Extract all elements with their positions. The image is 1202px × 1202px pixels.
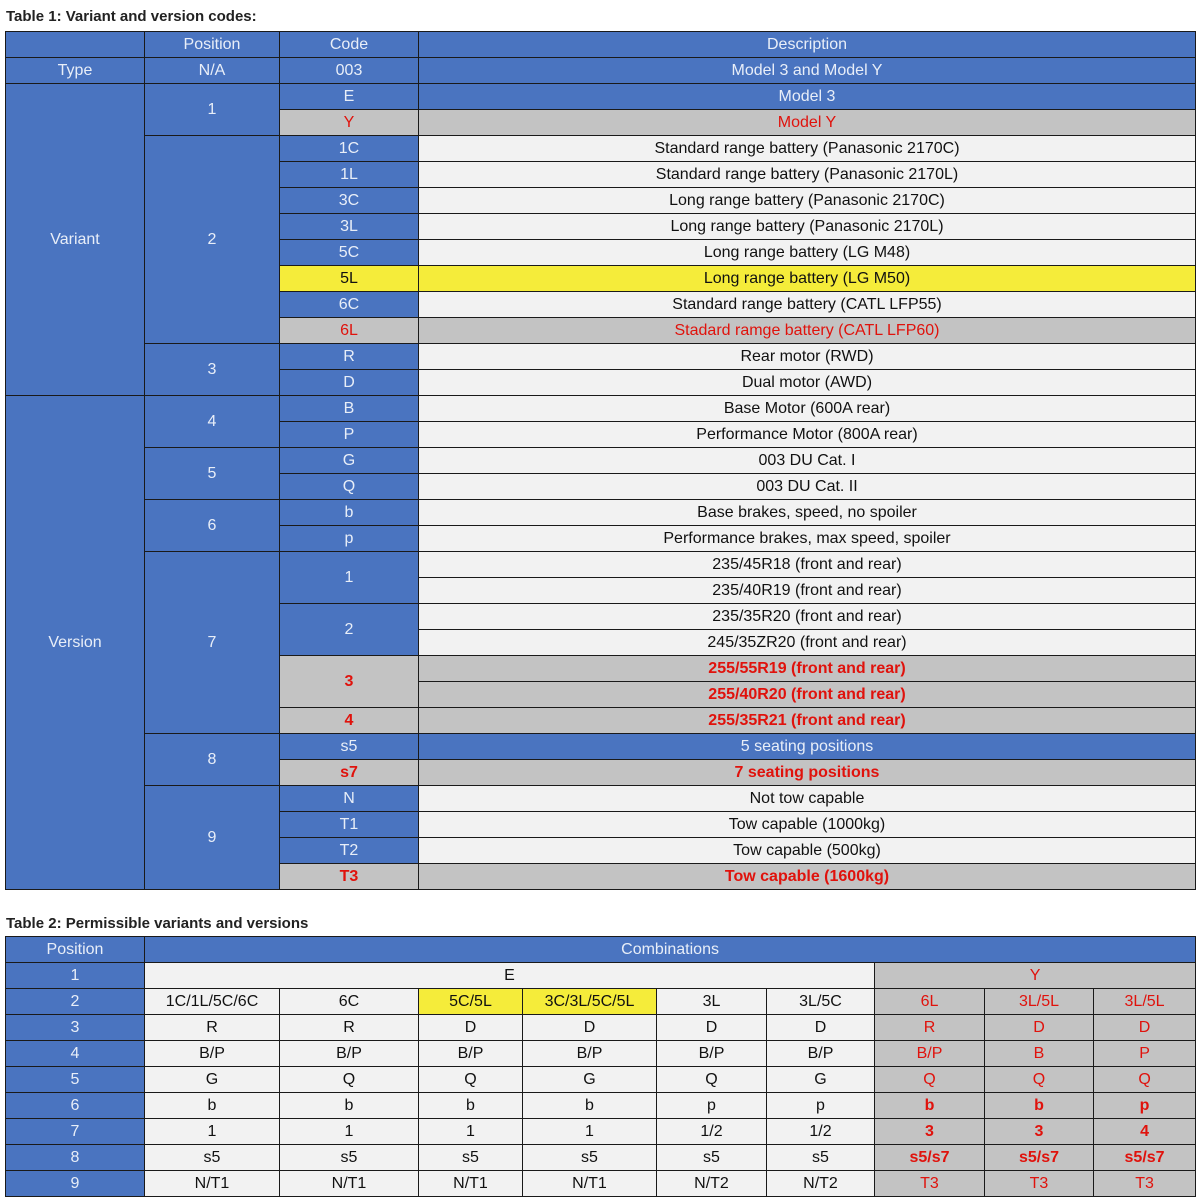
combo-cell: Q	[1094, 1067, 1196, 1093]
position-cell: 1	[145, 84, 280, 136]
table2-row	[6, 1015, 1196, 1041]
description-cell: 245/35ZR20 (front and rear)	[419, 630, 1196, 656]
description-cell: 255/55R19 (front and rear)	[419, 656, 1196, 682]
combo-cell: N/T1	[145, 1171, 280, 1197]
header-combinations: Combinations	[145, 937, 1196, 963]
code-cell: 5L	[280, 266, 419, 292]
table2-header-row	[6, 937, 1196, 963]
description-cell: Stadard ramge battery (CATL LFP60)	[419, 318, 1196, 344]
table2-row-variant	[6, 989, 1196, 1015]
combo-cell: G	[145, 1067, 280, 1093]
code-cell: R	[280, 344, 419, 370]
type-label: Type	[6, 58, 145, 84]
combo-cell: Q	[985, 1067, 1094, 1093]
combo-cell: p	[767, 1093, 875, 1119]
model-e-cell: E	[145, 963, 875, 989]
description-cell: Tow capable (1000kg)	[419, 812, 1196, 838]
description-cell: Standard range battery (Panasonic 2170L)	[419, 162, 1196, 188]
position-cell: 6	[6, 1093, 145, 1119]
table-row	[6, 552, 1196, 578]
combo-cell: s5/s7	[985, 1145, 1094, 1171]
combo-cell: B/P	[280, 1041, 419, 1067]
combo-cell: 1C/1L/5C/6C	[145, 989, 280, 1015]
code-cell: 1C	[280, 136, 419, 162]
description-cell: Performance Motor (800A rear)	[419, 422, 1196, 448]
position-cell: 4	[145, 396, 280, 448]
combo-cell: 1/2	[657, 1119, 767, 1145]
header-description: Description	[419, 32, 1196, 58]
combo-cell: P	[1094, 1041, 1196, 1067]
code-cell: s7	[280, 760, 419, 786]
combo-cell: N/T1	[280, 1171, 419, 1197]
type-description: Model 3 and Model Y	[419, 58, 1196, 84]
combo-cell: 3L	[657, 989, 767, 1015]
combo-cell: Q	[280, 1067, 419, 1093]
description-cell: Base Motor (600A rear)	[419, 396, 1196, 422]
combo-cell: 3C/3L/5C/5L	[523, 989, 657, 1015]
combo-cell: D	[523, 1015, 657, 1041]
code-cell: s5	[280, 734, 419, 760]
description-cell: Dual motor (AWD)	[419, 370, 1196, 396]
description-cell: Standard range battery (CATL LFP55)	[419, 292, 1196, 318]
combo-cell: 1	[145, 1119, 280, 1145]
code-cell: 5C	[280, 240, 419, 266]
combo-cell: b	[985, 1093, 1094, 1119]
combo-cell: D	[767, 1015, 875, 1041]
combo-cell: 3L/5L	[985, 989, 1094, 1015]
combo-cell: D	[985, 1015, 1094, 1041]
combo-cell: 3	[985, 1119, 1094, 1145]
combo-cell: 3L/5L	[1094, 989, 1196, 1015]
table-row	[6, 396, 1196, 422]
combo-cell: b	[419, 1093, 523, 1119]
position-cell: 3	[145, 344, 280, 396]
position-cell: 8	[145, 734, 280, 786]
combo-cell: B/P	[145, 1041, 280, 1067]
code-cell: 6L	[280, 318, 419, 344]
combo-cell: 6L	[875, 989, 985, 1015]
model-y-cell: Y	[875, 963, 1196, 989]
combo-cell: Q	[419, 1067, 523, 1093]
code-cell: 2	[280, 604, 419, 656]
position-cell: 5	[145, 448, 280, 500]
position-cell: 4	[6, 1041, 145, 1067]
code-cell: 1L	[280, 162, 419, 188]
version-label: Version	[6, 396, 145, 890]
description-cell: 235/45R18 (front and rear)	[419, 552, 1196, 578]
code-cell: b	[280, 500, 419, 526]
table-row	[6, 786, 1196, 812]
description-cell: Long range battery (Panasonic 2170L)	[419, 214, 1196, 240]
description-cell: Model Y	[419, 110, 1196, 136]
combo-cell: b	[280, 1093, 419, 1119]
description-cell: 235/35R20 (front and rear)	[419, 604, 1196, 630]
combo-cell: b	[875, 1093, 985, 1119]
combo-cell: R	[875, 1015, 985, 1041]
table-header-row	[6, 32, 1196, 58]
combo-cell: 3L/5C	[767, 989, 875, 1015]
combo-cell: s5	[280, 1145, 419, 1171]
description-cell: Performance brakes, max speed, spoiler	[419, 526, 1196, 552]
code-cell: Y	[280, 110, 419, 136]
combo-cell: D	[657, 1015, 767, 1041]
table-row	[6, 734, 1196, 760]
description-cell: Rear motor (RWD)	[419, 344, 1196, 370]
code-cell: 3	[280, 656, 419, 708]
table-row	[6, 500, 1196, 526]
description-cell: Model 3	[419, 84, 1196, 110]
permissible-combinations-table	[5, 936, 1196, 1197]
combo-cell: N/T2	[657, 1171, 767, 1197]
combo-cell: b	[145, 1093, 280, 1119]
combo-cell: s5/s7	[875, 1145, 985, 1171]
combo-cell: T3	[985, 1171, 1094, 1197]
combo-cell: B/P	[523, 1041, 657, 1067]
code-cell: N	[280, 786, 419, 812]
table-row	[6, 448, 1196, 474]
type-code: 003	[280, 58, 419, 84]
combo-cell: 1	[419, 1119, 523, 1145]
code-cell: p	[280, 526, 419, 552]
combo-cell: N/T1	[523, 1171, 657, 1197]
description-cell: 255/35R21 (front and rear)	[419, 708, 1196, 734]
table2-caption: Table 2: Permissible variants and versions	[6, 915, 309, 932]
position-cell: 5	[6, 1067, 145, 1093]
combo-cell: 1	[280, 1119, 419, 1145]
position-cell: 1	[6, 963, 145, 989]
combo-cell: B/P	[875, 1041, 985, 1067]
code-cell: B	[280, 396, 419, 422]
code-cell: T2	[280, 838, 419, 864]
combo-cell: 5C/5L	[419, 989, 523, 1015]
combo-cell: 4	[1094, 1119, 1196, 1145]
description-cell: Long range battery (LG M48)	[419, 240, 1196, 266]
description-cell: Not tow capable	[419, 786, 1196, 812]
description-cell: Standard range battery (Panasonic 2170C)	[419, 136, 1196, 162]
position-cell: 3	[6, 1015, 145, 1041]
combo-cell: 6C	[280, 989, 419, 1015]
header-position: Position	[145, 32, 280, 58]
combo-cell: B/P	[657, 1041, 767, 1067]
code-cell: T1	[280, 812, 419, 838]
description-cell: 7 seating positions	[419, 760, 1196, 786]
description-cell: 5 seating positions	[419, 734, 1196, 760]
combo-cell: N/T2	[767, 1171, 875, 1197]
description-cell: 235/40R19 (front and rear)	[419, 578, 1196, 604]
table2-row	[6, 1145, 1196, 1171]
combo-cell: B/P	[419, 1041, 523, 1067]
combo-cell: T3	[875, 1171, 985, 1197]
code-cell: 3L	[280, 214, 419, 240]
combo-cell: s5	[767, 1145, 875, 1171]
code-cell: 3C	[280, 188, 419, 214]
position-cell: 8	[6, 1145, 145, 1171]
table-row	[6, 84, 1196, 110]
code-cell: G	[280, 448, 419, 474]
combo-cell: p	[1094, 1093, 1196, 1119]
header-blank	[6, 32, 145, 58]
combo-cell: s5/s7	[1094, 1145, 1196, 1171]
position-cell: 2	[6, 989, 145, 1015]
code-cell: D	[280, 370, 419, 396]
position-cell: 7	[145, 552, 280, 734]
combo-cell: T3	[1094, 1171, 1196, 1197]
position-cell: 9	[145, 786, 280, 890]
combo-cell: 3	[875, 1119, 985, 1145]
description-cell: Base brakes, speed, no spoiler	[419, 500, 1196, 526]
table-row	[6, 344, 1196, 370]
code-cell: Q	[280, 474, 419, 500]
table2-row	[6, 1041, 1196, 1067]
table-row	[6, 136, 1196, 162]
combo-cell: s5	[145, 1145, 280, 1171]
header-code: Code	[280, 32, 419, 58]
table1-caption: Table 1: Variant and version codes:	[6, 8, 257, 25]
description-cell: 003 DU Cat. II	[419, 474, 1196, 500]
combo-cell: R	[280, 1015, 419, 1041]
combo-cell: G	[767, 1067, 875, 1093]
combo-cell: 1/2	[767, 1119, 875, 1145]
code-cell: E	[280, 84, 419, 110]
combo-cell: s5	[657, 1145, 767, 1171]
variant-label: Variant	[6, 84, 145, 396]
type-position: N/A	[145, 58, 280, 84]
table2-row	[6, 1067, 1196, 1093]
description-cell: 003 DU Cat. I	[419, 448, 1196, 474]
header-position: Position	[6, 937, 145, 963]
code-cell: 1	[280, 552, 419, 604]
code-cell: 4	[280, 708, 419, 734]
table2-row	[6, 1171, 1196, 1197]
combo-cell: G	[523, 1067, 657, 1093]
code-cell: P	[280, 422, 419, 448]
combo-cell: D	[419, 1015, 523, 1041]
combo-cell: D	[1094, 1015, 1196, 1041]
position-cell: 7	[6, 1119, 145, 1145]
position-cell: 9	[6, 1171, 145, 1197]
combo-cell: Q	[657, 1067, 767, 1093]
combo-cell: B/P	[767, 1041, 875, 1067]
combo-cell: Q	[875, 1067, 985, 1093]
type-row	[6, 58, 1196, 84]
description-cell: Long range battery (Panasonic 2170C)	[419, 188, 1196, 214]
description-cell: 255/40R20 (front and rear)	[419, 682, 1196, 708]
combo-cell: s5	[523, 1145, 657, 1171]
combo-cell: B	[985, 1041, 1094, 1067]
table2-row	[6, 1093, 1196, 1119]
position-cell: 2	[145, 136, 280, 344]
position-cell: 6	[145, 500, 280, 552]
combo-cell: s5	[419, 1145, 523, 1171]
table2-row	[6, 1119, 1196, 1145]
table2-row-model	[6, 963, 1196, 989]
combo-cell: 1	[523, 1119, 657, 1145]
code-cell: 6C	[280, 292, 419, 318]
combo-cell: N/T1	[419, 1171, 523, 1197]
variant-version-codes-table	[5, 31, 1196, 890]
description-cell: Long range battery (LG M50)	[419, 266, 1196, 292]
combo-cell: p	[657, 1093, 767, 1119]
code-cell: T3	[280, 864, 419, 890]
description-cell: Tow capable (500kg)	[419, 838, 1196, 864]
combo-cell: R	[145, 1015, 280, 1041]
description-cell: Tow capable (1600kg)	[419, 864, 1196, 890]
combo-cell: b	[523, 1093, 657, 1119]
